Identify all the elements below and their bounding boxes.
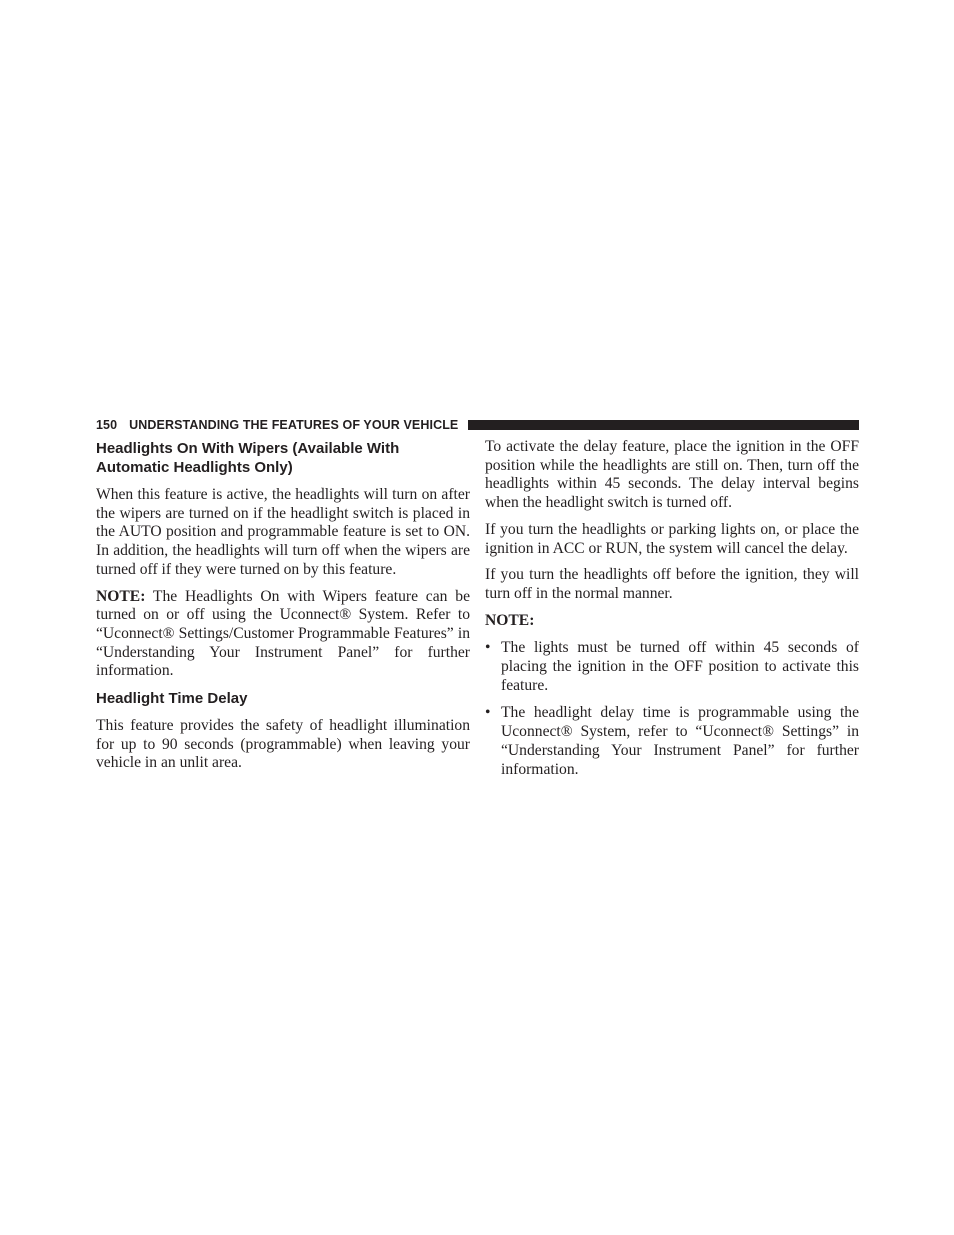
bullet-icon: • <box>485 639 491 657</box>
paragraph-cancel-delay: If you turn the headlights or parking lights on, or place the ignition in ACC or RUN, the system will cancel the delay. <box>485 520 859 557</box>
left-column <box>96 438 470 781</box>
bullet-icon: • <box>485 704 491 722</box>
list-item <box>485 704 859 779</box>
paragraph-normal-turn-off: If you turn the headlights off before the ignition, they will turn off in the normal manner. <box>485 566 859 602</box>
paragraph-wipers-feature: When this feature is active, the headlights will turn on after the wipers are turned on if the headlight switch is placed in the AUTO position and programmable feature is set to ON. In addition, the headlights will turn off when the wipers are turned off if they were turned on by this feature. <box>96 486 470 578</box>
paragraph-activate-delay: To activate the delay feature, place the ignition in the OFF position while the headlights are still on. Then, turn off the headlights within 45 seconds. The delay interval begins when the headlight switch is turned off. <box>485 438 859 512</box>
list-item-text: The headlight delay time is programmable using the Uconnect® System, refer to “Uconnect® Settings” in “Understanding Your Instrument Panel” for further information. <box>501 704 859 778</box>
note-paragraph-wipers <box>96 588 470 682</box>
note-label: NOTE: <box>96 587 146 605</box>
section-heading-headlight-time-delay: Headlight Time Delay <box>96 690 248 708</box>
section-heading-headlights-on-with-wipers: Headlights On With Wipers (Available With Automatic Headlights Only) <box>96 440 400 476</box>
header-rule <box>468 420 859 430</box>
right-column <box>485 438 859 788</box>
note-heading: NOTE: <box>485 611 535 629</box>
note-bullet-list <box>485 639 859 779</box>
list-item <box>485 639 859 695</box>
list-item-text: The lights must be turned off within 45 seconds of placing the ignition in the OFF position to activate this feature. <box>501 639 859 694</box>
paragraph-time-delay: This feature provides the safety of headlight illumination for up to 90 seconds (programmable) when leaving your vehicle in an unlit area. <box>96 717 470 772</box>
page-header <box>96 416 859 434</box>
page-number: 150 <box>96 418 118 432</box>
note-text: The Headlights On with Wipers feature can be turned on or off using the Uconnect® System. Refer to “Uconnect® Settings/Customer Programmable Features” in “Understanding Your Instrument Panel” for further information. <box>96 587 470 680</box>
running-title: UNDERSTANDING THE FEATURES OF YOUR VEHICLE <box>129 418 459 432</box>
